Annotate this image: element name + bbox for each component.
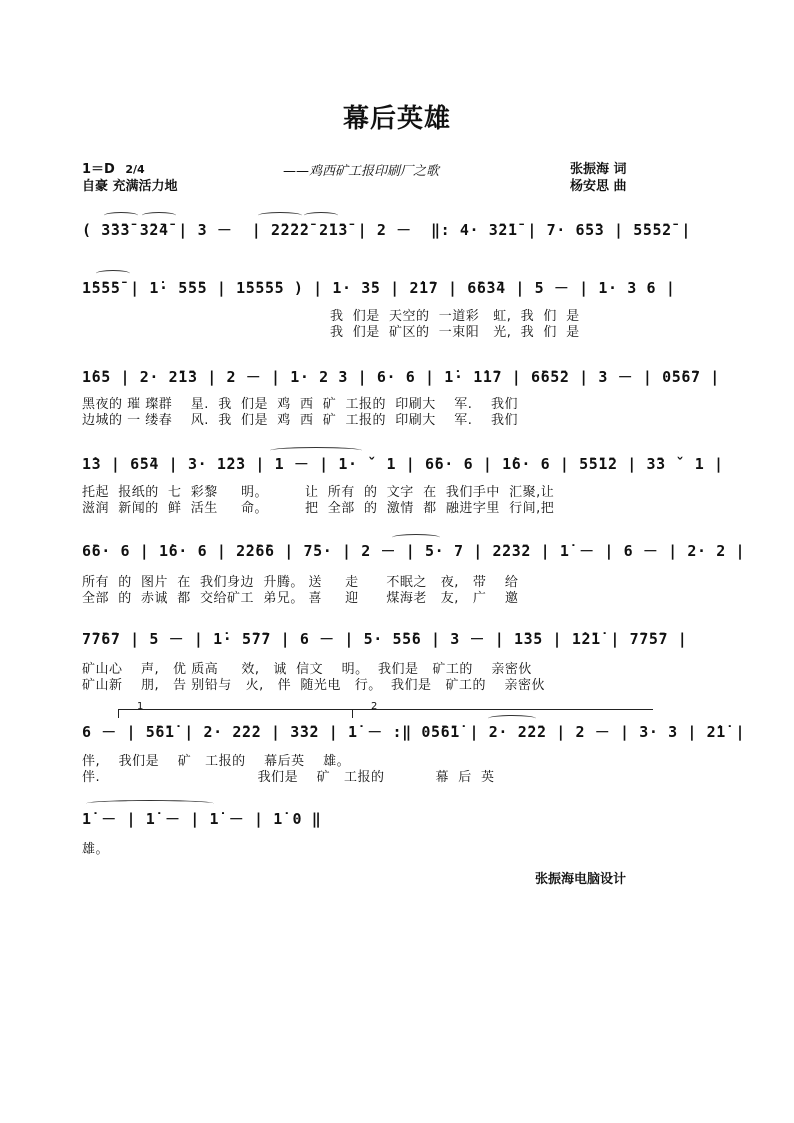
- score-line-2: [82, 277, 676, 299]
- key-label: 1＝D: [82, 162, 115, 177]
- notes-line-3: 1̇6̄5 | 2· 2̄1̄3 | 2 － | 1· 2 3 | 6· 6 | 1̇· 1̇1̄7 | 6̄6̄5̄2 | 3 － | 0̄5̄6̄7 |: [82, 368, 720, 386]
- tempo-mark: 自豪 充满活力地: [82, 179, 178, 194]
- lyrics-verse-1-line-5: 所有 的 图片 在 我们身边 升腾。 送 走 不眠之 夜, 带 给: [82, 575, 519, 590]
- first-ending-number: 1: [137, 701, 144, 712]
- lyrics-verse-2-line-3: 边城的 一 缕春 风. 我 们是 鸡 西 矿 工报的 印刷大 军. 我们: [82, 413, 518, 428]
- slur: [96, 270, 130, 277]
- score-line-8: [82, 808, 657, 830]
- composer: 杨安思 曲: [570, 179, 627, 194]
- score-line-4: [82, 453, 724, 475]
- slur: [86, 800, 214, 807]
- score-line-5: [82, 540, 746, 562]
- time-signature: 2/4: [125, 163, 145, 176]
- notes-line-5: 6̄6· 6 | 1̇6· 6 | 2̄2̄6̄6 | 7̄5· | 2 － | 5· 7 | 2̄2̄3̄2 | 1̇ － | 6 － | 2· 2 |: [82, 542, 746, 560]
- page-title: 幕后英雄: [342, 104, 451, 134]
- slur: [142, 212, 176, 219]
- lyrics-verse-2-line-4: 滋润 新闻的 鲜 活生 命。 把 全部 的 激情 都 融进字里 行间,把: [82, 501, 555, 516]
- score-line-6: [82, 628, 688, 650]
- slur: [258, 212, 302, 219]
- lyrics-verse-1-line-3: 黑夜的 璀 璨群 星. 我 们是 鸡 西 矿 工报的 印刷大 军. 我们: [82, 397, 518, 412]
- slur: [304, 212, 338, 219]
- lyrics-verse-1-line-6: 矿山心 声, 优 质高 效, 诚 信文 明。 我们是 矿工的 亲密伙: [82, 662, 532, 677]
- lyricist: 张振海 词: [570, 162, 627, 177]
- subtitle: ——鸡西矿工报印刷厂之歌: [283, 164, 440, 179]
- score-line-1: [82, 219, 692, 241]
- first-ending-bracket: [118, 701, 353, 718]
- lyrics-verse-2-line-6: 矿山新 朋, 告 别铅与 火, 伴 随光电 行。 我们是 矿工的 亲密伙: [82, 678, 545, 693]
- lyrics-verse-2-line-5: 全部 的 赤诚 都 交给矿工 弟兄。 喜 迎 煤海老 友, 广 邀: [82, 591, 519, 606]
- lyrics-verse-2-line-7: 伴. 我们是 矿 工报的 幕 后 英: [82, 770, 495, 785]
- designer-credit: 张振海电脑设计: [535, 872, 627, 887]
- lyrics-verse-1-line-8: 雄。: [82, 842, 110, 857]
- notes-line-2: 1̇5̄5̄5̄ | 1̇· 5̄5̄5 | 1̄5̄5̄5̄5 ) | 1· 3̄5 | 2̇1̄7 | 6̄6̄3̄4 | 5 － | 1· 3 6 |: [82, 279, 676, 297]
- notes-line-7: 6 － | 5̄6̄1̇ | 2· 2̄2̄2 | 3̄3̄2 | 1̇ － :‖ 0̄5̄6̄1̇ | 2· 2̄2̄2 | 2 － | 3· 3 | 2̇1̇ |: [82, 723, 746, 741]
- lyrics-verse-2-line-2: 我 们是 矿区的 一束阳 光, 我 们 是: [330, 325, 580, 340]
- notes-line-6: 7̄7̄6̄7 | 5 － | 1̇· 5̄7̄7 | 6 － | 5· 5̄5̄6 | 3 － | 1̄3̄5 | 1̇2̄1̇ | 7̄7̄5̄7 |: [82, 630, 688, 648]
- slur: [488, 715, 536, 722]
- notes-line-4: 1̇3 | 6̄5̄4 | 3· 1̄2̄3 | 1 － | 1· ˇ 1 | 6̄6· 6 | 1̇6· 6 | 5̄5̄1̄2 | 3̄3 ˇ 1 |: [82, 455, 724, 473]
- notes-line-1: ( 3̄3̄3̄ 3̄2̄4̄ | 3 － | 2̄2̄2̄2̄ 2̄1̄3̄ | 2 － ‖: 4· 3̄2̄1̄ | 7· 6̄5̄3 | 5̄5̄5̄2̄ |: [82, 221, 692, 239]
- lyrics-verse-1-line-4: 托起 报纸的 七 彩黎 明。 让 所有 的 文字 在 我们手中 汇聚,让: [82, 485, 555, 500]
- second-ending-number: 2: [371, 701, 378, 712]
- score-line-3: [82, 366, 720, 388]
- slur: [270, 447, 362, 454]
- score-line-7: [82, 721, 746, 743]
- slur: [104, 212, 138, 219]
- slur: [392, 534, 440, 541]
- lyrics-verse-1-line-2: 我 们是 天空的 一道彩 虹, 我 们 是: [330, 309, 580, 324]
- lyrics-verse-1-line-7: 伴, 我们是 矿 工报的 幕后英 雄。: [82, 754, 351, 769]
- notes-line-8: 1̇ － | 1̇ － | 1̇ － | 1̇ 0 ‖: [82, 810, 322, 828]
